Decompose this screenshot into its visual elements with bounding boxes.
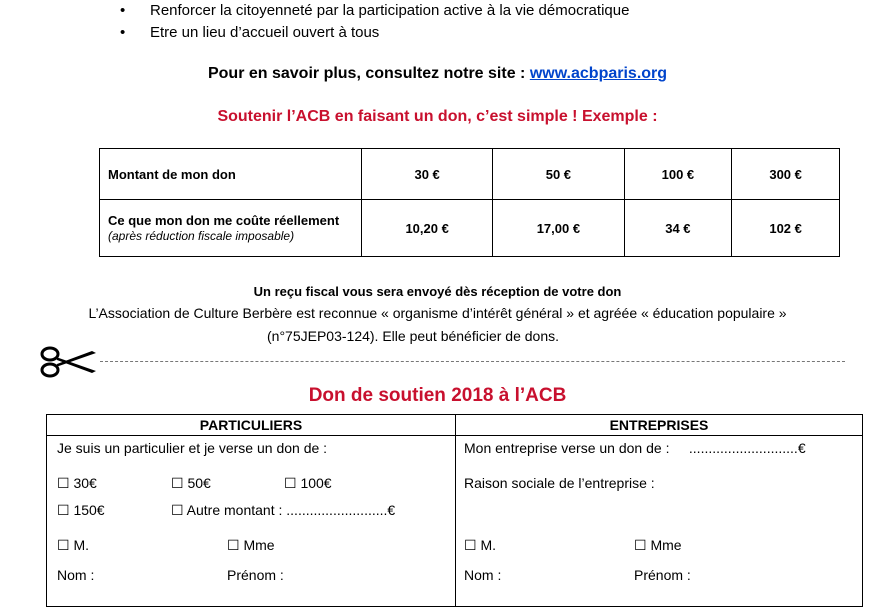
- checkbox-30[interactable]: ☐ 30€: [57, 475, 97, 491]
- donation-form: [46, 414, 863, 607]
- nom-field-label: Nom :: [57, 567, 95, 583]
- form-header-row: [47, 415, 863, 436]
- cost-cell: 34 €: [624, 200, 732, 257]
- particuliers-intro: Je suis un particulier et je verse un don de :: [57, 440, 328, 456]
- site-line: [0, 65, 875, 83]
- list-item: • Renforcer la citoyenneté par la participation active à la vie démocratique: [120, 0, 629, 22]
- cost-cell: 102 €: [732, 200, 840, 257]
- entreprises-intro: Mon entreprise verse un don de : ............................€: [464, 440, 806, 456]
- checkbox-50[interactable]: ☐ 50€: [171, 475, 211, 491]
- checkbox-m[interactable]: ☐ M.: [464, 537, 496, 553]
- checkbox-autre-montant[interactable]: ☐ Autre montant : ..........................€: [171, 502, 396, 518]
- entreprises-section: [456, 436, 863, 607]
- prenom-field-label: Prénom :: [227, 567, 284, 583]
- row2-label: [100, 200, 362, 257]
- table-row: [100, 200, 840, 257]
- amount-cell: 50 €: [493, 149, 624, 200]
- particuliers-header: PARTICULIERS: [47, 415, 456, 436]
- row2-label-note: (après réduction fiscale imposable): [108, 229, 295, 243]
- scissors-icon: [40, 345, 98, 379]
- raison-sociale-label: Raison sociale de l’entreprise :: [464, 475, 655, 491]
- table-row: [100, 149, 840, 200]
- checkbox-m[interactable]: ☐ M.: [57, 537, 89, 553]
- don-table: [99, 148, 840, 257]
- amount-cell: 300 €: [732, 149, 840, 200]
- receipt-note: Un reçu fiscal vous sera envoyé dès réception de votre don: [253, 284, 622, 299]
- form-body-row: [47, 436, 863, 607]
- association-line-2: (n°75JEP03-124). Elle peut bénéficier de dons.: [267, 328, 560, 344]
- checkbox-150[interactable]: ☐ 150€: [57, 502, 105, 518]
- entreprises-header: ENTREPRISES: [456, 415, 863, 436]
- association-line-1: L’Association de Culture Berbère est reconnue « organisme d’intérêt général » et agréée « éducation populaire »: [88, 305, 787, 321]
- row1-label: Montant de mon don: [100, 149, 362, 200]
- row2-label-main: Ce que mon don me coûte réellement: [108, 213, 340, 228]
- don-heading: Soutenir l’ACB en faisant un don, c’est simple ! Exemple :: [217, 108, 658, 125]
- checkbox-mme[interactable]: ☐ Mme: [634, 537, 682, 553]
- site-line-prefix: Pour en savoir plus, consultez notre site :: [207, 65, 530, 82]
- objectives-list: [120, 0, 629, 44]
- cut-line: [100, 361, 845, 362]
- list-item: • Etre un lieu d’accueil ouvert à tous: [120, 22, 629, 44]
- amount-cell: 30 €: [362, 149, 493, 200]
- nom-field-label: Nom :: [464, 567, 502, 583]
- prenom-field-label: Prénom :: [634, 567, 691, 583]
- checkbox-100[interactable]: ☐ 100€: [284, 475, 332, 491]
- form-title: Don de soutien 2018 à l’ACB: [308, 385, 567, 406]
- site-link[interactable]: www.acbparis.org: [529, 65, 668, 82]
- amount-cell: 100 €: [624, 149, 732, 200]
- cost-cell: 17,00 €: [493, 200, 624, 257]
- cost-cell: 10,20 €: [362, 200, 493, 257]
- checkbox-mme[interactable]: ☐ Mme: [227, 537, 275, 553]
- particuliers-section: [47, 436, 456, 607]
